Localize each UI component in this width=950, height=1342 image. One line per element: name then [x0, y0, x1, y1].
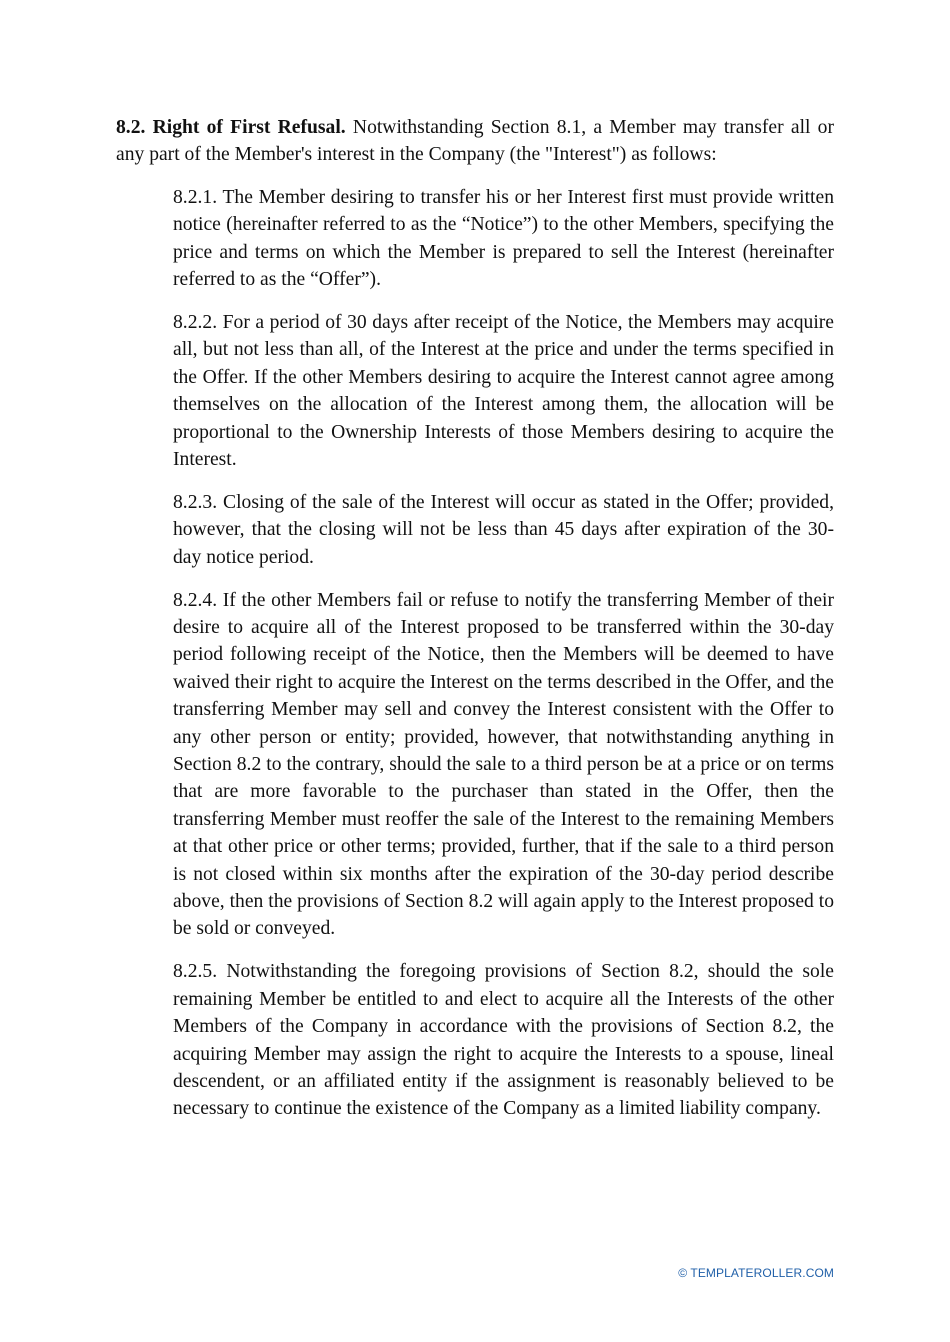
- copyright-symbol: ©: [678, 1266, 688, 1280]
- section-8-2-intro: [116, 114, 834, 169]
- paragraph-8-2-1: 8.2.1. The Member desiring to transfer his or her Interest first must provide written notice (hereinafter referred to as the “Notice”) to the other Members, specifying the price and terms on which the Member is prepared to sell the Interest (hereinafter referred to as the “Offer”).: [173, 186, 834, 291]
- paragraph-8-2-4: 8.2.4. If the other Members fail or refuse to notify the transferring Member of their desire to acquire all of the Interest proposed to be transferred within the 30-day period following receipt of the Notice, then the Members will be deemed to have waived their right to acquire the Interest on the terms described in the Offer, and the transferring Member may sell and convey the Interest consistent with the Offer to any other person or entity; provided, however, that notwithstanding anything in Section 8.2 to the contrary, should the sale to a third person be at a price or on terms that are more favorable to the purchaser than stated in the Offer, then the transferring Member must reoffer the sale of the Interest to the remaining Members at that other price or other terms; provided, further, that if the sale to a third person is not closed within six months after the expiration of the 30-day period describe above, then the provisions of Section 8.2 will again apply to the Interest proposed to be sold or conveyed.: [173, 589, 834, 940]
- section-intro-text: Notwithstanding Section 8.1, a Member may transfer all or any part of the Member's interest in the Company (the "Interest") as follows:: [116, 117, 834, 166]
- paragraph-8-2-2: 8.2.2. For a period of 30 days after receipt of the Notice, the Members may acquire all, but not less than all, of the Interest at the price and under the terms specified in the Offer. If the other Members desiring to acquire the Interest cannot agree among themselves on the allocation of the Interest among them, the allocation will be proportional to the Ownership Interests of those Members desiring to acquire the Interest.: [173, 311, 834, 470]
- paragraph-8-2-5: 8.2.5. Notwithstanding the foregoing provisions of Section 8.2, should the sole remaining Member be entitled to and elect to acquire all the Interests of the other Members of the Company in accordance with the provisions of Section 8.2, the acquiring Member may assign the right to acquire the Interests to a spouse, lineal descendent, or an affiliated entity if the assignment is reasonably believed to be necessary to continue the existence of the Company as a limited liability company.: [173, 961, 834, 1120]
- paragraph-8-2-3: 8.2.3. Closing of the sale of the Interest will occur as stated in the Offer; provided, however, that the closing will not be less than 45 days after expiration of the 30- day notice period.: [173, 491, 834, 568]
- section-heading: 8.2. Right of First Refusal.: [116, 117, 346, 138]
- footer-brand-link[interactable]: TEMPLATEROLLER.COM: [690, 1266, 834, 1280]
- document-body: [116, 114, 834, 1138]
- footer-copyright: [678, 1266, 834, 1280]
